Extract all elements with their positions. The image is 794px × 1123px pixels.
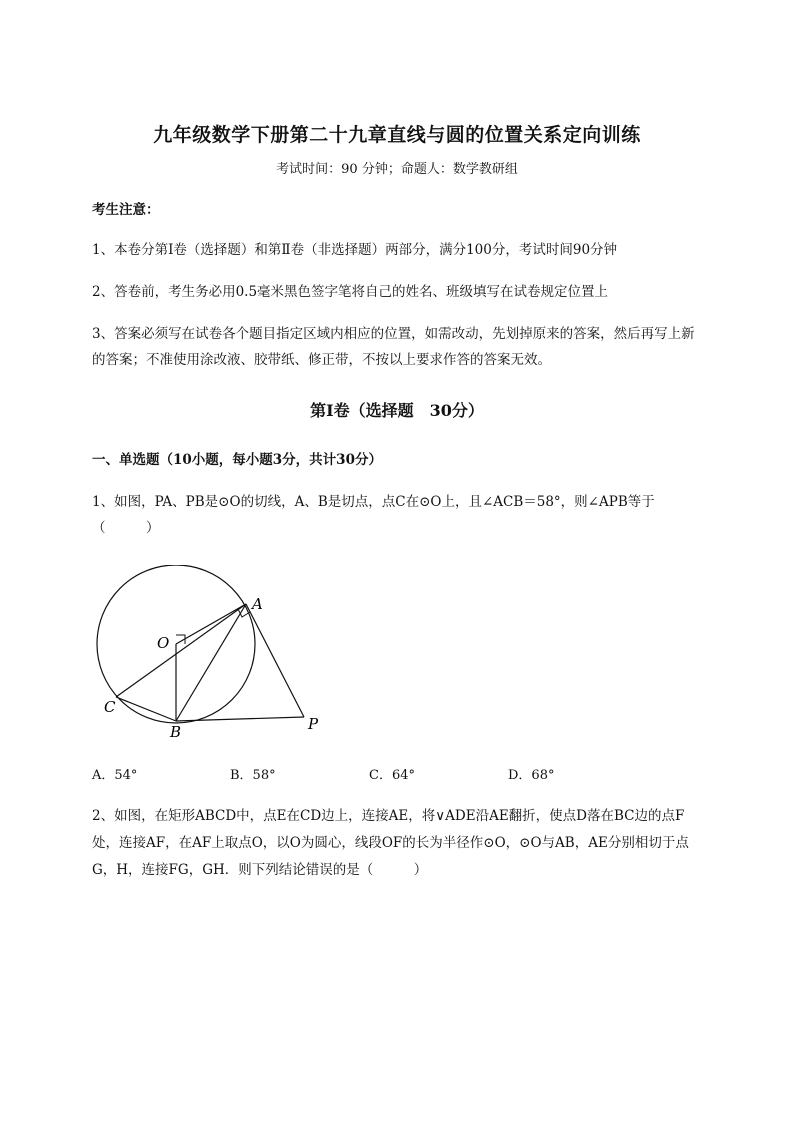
label-p: P	[308, 715, 319, 733]
section-title: 第Ⅰ卷（选择题 30分）	[310, 401, 484, 420]
notice-item-1: 1、本卷分第Ⅰ卷（选择题）和第Ⅱ卷（非选择题）两部分，满分100分，考试时间90分钟	[92, 242, 618, 258]
right-angle-mark-a	[238, 609, 250, 617]
question-1-figure	[90, 565, 340, 745]
question-2-line-2: 处，连接AF，在AF上取点O，以O为圆心，线段OF的长为半径作⊙O，⊙O与AB，AE分别相切于点	[92, 835, 689, 851]
question-2-line-3: G，H，连接FG，GH．则下列结论错误的是（ ）	[92, 862, 428, 878]
segment-ab	[176, 604, 246, 721]
exam-title: 九年级数学下册第二十九章直线与圆的位置关系定向训练	[153, 124, 641, 146]
question-1-text: 1、如图，PA、PB是⊙O的切线，A、B是切点，点C在⊙O上，且∠ACB＝58°，则∠APB等于	[92, 494, 655, 510]
notice-item-3: 3、答案必须写在试卷各个题目指定区域内相应的位置，如需改动，先划掉原来的答案，然后再写上新	[92, 326, 695, 342]
exam-subtitle: 考试时间：90 分钟；命题人：数学教研组	[276, 162, 518, 177]
question-1-options	[92, 764, 692, 784]
radius-oa	[176, 604, 246, 644]
notice-item-3-cont: 的答案；不准使用涂改液、胶带纸、修正带，不按以上要求作答的答案无效。	[92, 352, 551, 368]
label-c: C	[104, 698, 116, 716]
label-b: B	[170, 723, 182, 741]
question-1-blank: （ ）	[92, 520, 160, 536]
tangent-pb	[176, 717, 304, 721]
segment-ca	[116, 604, 246, 697]
option-a[interactable]: A．54°	[92, 768, 138, 783]
tangent-pa	[246, 604, 304, 717]
notice-item-2: 2、答卷前，考生务必用0.5毫米黑色签字笔将自己的姓名、班级填写在试卷规定位置上	[92, 284, 609, 300]
label-o: O	[157, 634, 170, 652]
question-2-line-1: 2、如图，在矩形ABCD中，点E在CD边上，连接AE，将∨ADE沿AE翻折，使点D落在BC边的点F	[92, 808, 685, 824]
part-heading: 一、单选题（10小题，每小题3分，共计30分）	[92, 452, 382, 468]
option-d[interactable]: D．68°	[508, 768, 555, 783]
label-a: A	[252, 595, 263, 613]
notice-heading: 考生注意：	[92, 202, 160, 218]
option-c[interactable]: C．64°	[369, 768, 415, 783]
option-b[interactable]: B．58°	[230, 768, 276, 783]
